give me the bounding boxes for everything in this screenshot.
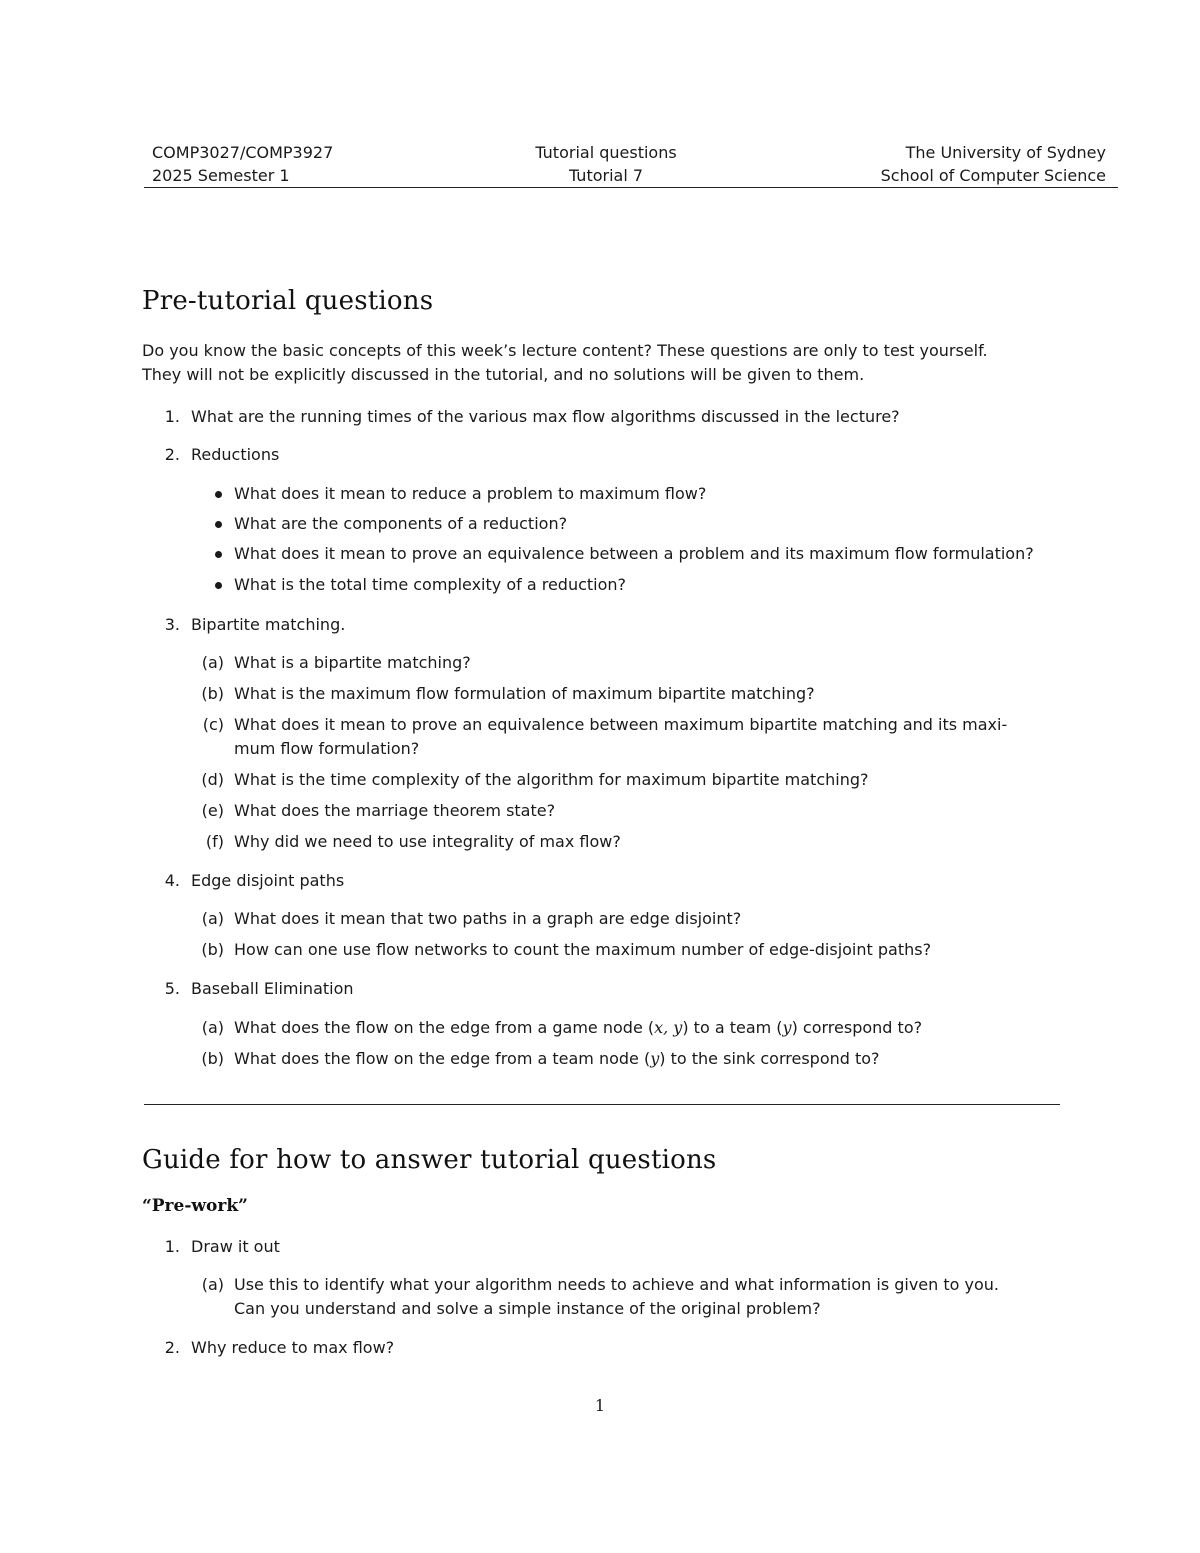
course-code: COMP3027/COMP3927 [152, 143, 334, 162]
section-title-guide: Guide for how to answer tutorial questions [142, 1145, 717, 1175]
math-var: x, y [654, 1018, 683, 1037]
sub-text: What does the marriage theorem state? [234, 801, 556, 820]
sub-label: (b) [201, 940, 224, 959]
step-number: 1. [164, 1237, 180, 1256]
sub-text-continued: mum flow formulation? [234, 739, 420, 758]
university: The University of Sydney [905, 143, 1106, 162]
bullet-dot [215, 521, 222, 528]
bullet-text: What does it mean to reduce a problem to maximum flow? [234, 484, 707, 503]
math-var: y [782, 1018, 792, 1037]
sub-label: (e) [201, 801, 224, 820]
sub-text: Use this to identify what your algorithm needs to achieve and what information is given to you. [234, 1275, 1000, 1294]
header-center [424, 141, 788, 187]
page-header [144, 141, 1118, 189]
question-text: Edge disjoint paths [191, 871, 345, 890]
section-title-pretutorial: Pre-tutorial questions [142, 286, 434, 316]
sub-text [234, 1047, 880, 1071]
header-right [881, 141, 1106, 187]
school: School of Computer Science [880, 166, 1106, 185]
intro-line-2: They will not be explicitly discussed in the tutorial, and no solutions will be given to them. [142, 365, 865, 384]
subsection-title: “Pre-work” [142, 1196, 248, 1216]
intro-line-1: Do you know the basic concepts of this week’s lecture content? These questions are only to test yourself. [142, 341, 988, 360]
question-text: What are the running times of the various max flow algorithms discussed in the lecture? [191, 407, 900, 426]
text-part: What does the flow on the edge from a team node ( [234, 1049, 651, 1068]
sub-label: (a) [201, 1275, 224, 1294]
bullet-dot [215, 491, 222, 498]
step-number: 2. [164, 1338, 180, 1357]
question-number: 2. [164, 445, 180, 464]
sub-label: (d) [201, 770, 224, 789]
sub-text: What does it mean that two paths in a graph are edge disjoint? [234, 909, 742, 928]
sub-text: How can one use flow networks to count the maximum number of edge-disjoint paths? [234, 940, 932, 959]
sub-text [234, 1016, 922, 1040]
tutorial-number: Tutorial 7 [568, 166, 644, 185]
sub-label: (b) [201, 684, 224, 703]
header-divider [144, 187, 1118, 188]
question-number: 1. [164, 407, 180, 426]
bullet-text: What does it mean to prove an equivalence between a problem and its maximum flow formulation? [234, 544, 1034, 563]
semester: 2025 Semester 1 [152, 166, 290, 185]
question-text: Baseball Elimination [191, 979, 354, 998]
sub-label: (a) [201, 653, 224, 672]
sub-text-continued: Can you understand and solve a simple instance of the original problem? [234, 1299, 821, 1318]
bullet-text: What are the components of a reduction? [234, 514, 568, 533]
bullet-dot [215, 582, 222, 589]
sub-text: What is the maximum flow formulation of maximum bipartite matching? [234, 684, 815, 703]
sub-label: (c) [202, 715, 224, 734]
math-var: y [650, 1049, 660, 1068]
sub-text: What does it mean to prove an equivalence between maximum bipartite matching and its maxi- [234, 715, 1008, 734]
question-text: Bipartite matching. [191, 615, 346, 634]
sub-text: What is a bipartite matching? [234, 653, 471, 672]
page-number: 1 [594, 1396, 606, 1415]
sub-text: What is the time complexity of the algorithm for maximum bipartite matching? [234, 770, 869, 789]
sub-label: (f) [205, 832, 224, 851]
text-part: What does the flow on the edge from a game node ( [234, 1018, 655, 1037]
text-part: ) to the sink correspond to? [659, 1049, 880, 1068]
step-text: Draw it out [191, 1237, 280, 1256]
header-left [152, 141, 333, 187]
question-number: 4. [164, 871, 180, 890]
question-text: Reductions [191, 445, 280, 464]
question-number: 3. [164, 615, 180, 634]
section-divider [144, 1104, 1060, 1105]
sub-label: (a) [201, 1018, 224, 1037]
question-number: 5. [164, 979, 180, 998]
doc-type: Tutorial questions [535, 143, 677, 162]
text-part: ) correspond to? [791, 1018, 923, 1037]
sub-label: (a) [201, 909, 224, 928]
step-text: Why reduce to max flow? [191, 1338, 395, 1357]
sub-text: Why did we need to use integrality of max flow? [234, 832, 621, 851]
text-part: ) to a team ( [682, 1018, 783, 1037]
bullet-dot [215, 551, 222, 558]
sub-label: (b) [201, 1049, 224, 1068]
bullet-text: What is the total time complexity of a reduction? [234, 575, 627, 594]
